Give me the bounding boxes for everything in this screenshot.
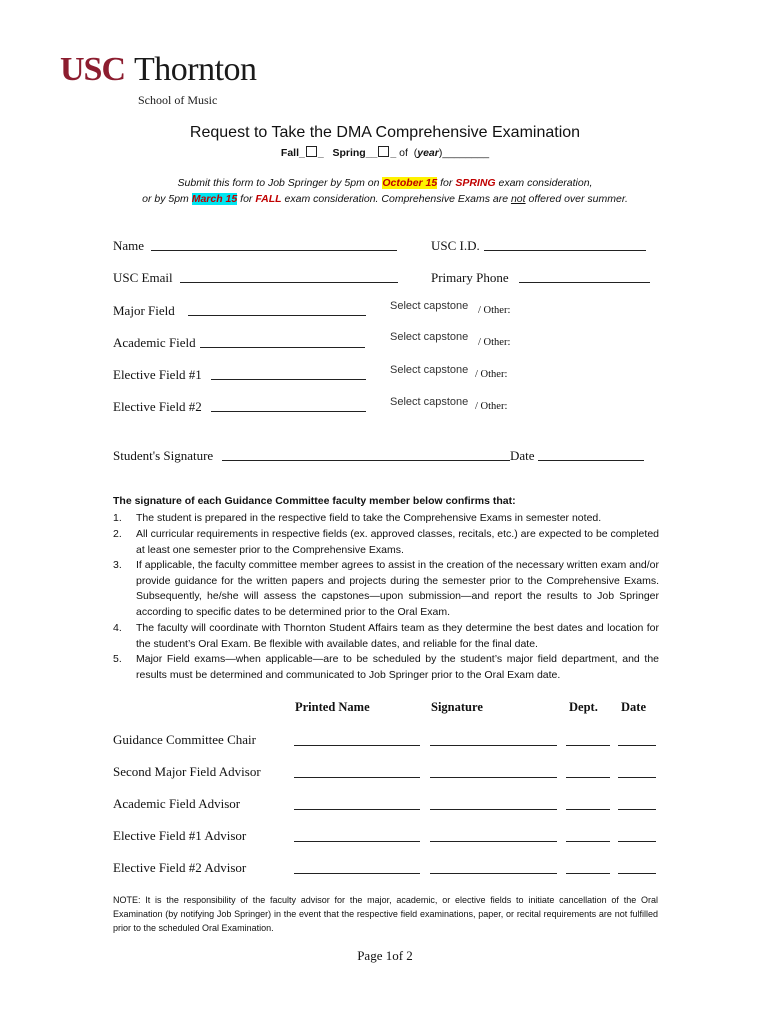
date-label: Date bbox=[510, 448, 535, 463]
spring-label: Spring bbox=[332, 147, 366, 159]
committee-role: Second Major Field Advisor bbox=[113, 764, 261, 779]
name-label: Name bbox=[113, 238, 145, 253]
dept-header: Dept. bbox=[569, 700, 598, 714]
list-item: 4. The faculty will coordinate with Thornton Student Affairs team as they determine the best dates and location for the student’s Oral Exam. Be flexible with available dates, and reliable for the final date. bbox=[113, 622, 659, 650]
committee-role: Elective Field #2 Advisor bbox=[113, 860, 247, 875]
academic-field-input[interactable] bbox=[200, 347, 365, 348]
usc-email-field[interactable] bbox=[180, 282, 398, 283]
student-signature-field[interactable] bbox=[222, 460, 510, 461]
signature-field[interactable] bbox=[430, 745, 557, 746]
signature-field[interactable] bbox=[430, 841, 557, 842]
page-number: Page 1of 2 bbox=[357, 948, 413, 963]
elective-1-other-label: / Other: bbox=[475, 369, 508, 380]
march-deadline: March 15 bbox=[191, 193, 238, 205]
elective-1-capstone-select[interactable]: Select capstone bbox=[390, 364, 469, 376]
printed-name-field[interactable] bbox=[294, 809, 420, 810]
fall-label: Fall bbox=[280, 147, 299, 159]
dept-field[interactable] bbox=[566, 777, 610, 778]
list-item: 2. All curricular requirements in respective fields (ex. approved classes, recitals, etc.) are expected to be completed at least one semester prior to the Comprehensive Exams. bbox=[113, 528, 659, 556]
school-of-music-label: School of Music bbox=[138, 93, 218, 107]
dept-field[interactable] bbox=[566, 841, 610, 842]
confirmation-heading: The signature of each Guidance Committee faculty member below confirms that: bbox=[113, 495, 516, 507]
signature-field[interactable] bbox=[430, 809, 557, 810]
printed-name-field[interactable] bbox=[294, 841, 420, 842]
list-item: 3. If applicable, the faculty committee member agrees to assist in the creation of the necessary written exam and/or provide guidance for the written papers and projects during the semester prior to the Comprehensive Exams. Subsequently, he/she will assess the capstones—upon submission—and report the results to Job Springer according to specific dates to be determined prior to the Oral Exam. bbox=[113, 559, 659, 618]
year-label: year bbox=[417, 147, 439, 159]
printed-name-field[interactable] bbox=[294, 745, 420, 746]
signature-field[interactable] bbox=[430, 873, 557, 874]
academic-other-label: / Other: bbox=[478, 337, 511, 348]
elective-2-other-label: / Other: bbox=[475, 401, 508, 412]
student-signature-label: Student's Signature bbox=[113, 448, 214, 463]
printed-name-header: Printed Name bbox=[295, 700, 370, 714]
printed-name-field[interactable] bbox=[294, 873, 420, 874]
signature-header: Signature bbox=[431, 700, 483, 714]
signature-field[interactable] bbox=[430, 777, 557, 778]
usc-email-label: USC Email bbox=[113, 270, 173, 285]
date-header: Date bbox=[621, 700, 646, 714]
list-item: 1. The student is prepared in the respective field to take the Comprehensive Exams in semester noted. bbox=[113, 512, 602, 524]
major-other-label: / Other: bbox=[478, 305, 511, 316]
spring-term-label: SPRING bbox=[455, 177, 496, 189]
elective-2-label: Elective Field #2 bbox=[113, 399, 202, 414]
form-title: Request to Take the DMA Comprehensive Examination bbox=[189, 124, 581, 141]
date-field[interactable] bbox=[618, 841, 656, 842]
major-field-label: Major Field bbox=[113, 303, 175, 318]
instructions-line-1: Submit this form to Job Springer by 5pm on October 15 for SPRING exam consideration, bbox=[177, 177, 593, 189]
fall-term-label: FALL bbox=[255, 193, 282, 205]
october-deadline: October 15 bbox=[382, 177, 438, 189]
date-field[interactable] bbox=[538, 460, 644, 461]
academic-capstone-select[interactable]: Select capstone bbox=[390, 331, 469, 343]
date-field[interactable] bbox=[618, 809, 656, 810]
cancellation-note: NOTE: It is the responsibility of the faculty advisor for the major, academic, or elective fields to initiate cancellation of the Oral Examination (by notifying Job Springer) in the event that the respective field examinations, paper, or recital requirements are not fulfilled prior to the scheduled Oral Examination. bbox=[113, 895, 658, 933]
dept-field[interactable] bbox=[566, 809, 610, 810]
year-field[interactable]: ________ bbox=[442, 147, 490, 159]
name-field[interactable] bbox=[151, 250, 397, 251]
elective-1-label: Elective Field #1 bbox=[113, 367, 202, 382]
spring-checkbox[interactable] bbox=[378, 146, 389, 157]
dept-field[interactable] bbox=[566, 873, 610, 874]
date-field[interactable] bbox=[618, 873, 656, 874]
date-field[interactable] bbox=[618, 777, 656, 778]
dept-field[interactable] bbox=[566, 745, 610, 746]
fall-checkbox[interactable] bbox=[306, 146, 317, 157]
usc-id-field[interactable] bbox=[484, 250, 646, 251]
committee-role: Academic Field Advisor bbox=[113, 796, 241, 811]
list-item: 5. Major Field exams—when applicable—are to be scheduled by the student’s major field department, and the results must be determined and communicated to Job Springer prior to the Oral Exam date. bbox=[113, 653, 659, 681]
instructions-line-2: or by 5pm March 15 for FALL exam consideration. Comprehensive Exams are not offered over summer. bbox=[142, 193, 628, 205]
term-selection: Fall_ _ Spring__ _ of (year)________ bbox=[280, 147, 490, 159]
usc-logo: USC bbox=[60, 51, 126, 88]
committee-role: Elective Field #1 Advisor bbox=[113, 828, 247, 843]
major-capstone-select[interactable]: Select capstone bbox=[390, 300, 469, 312]
elective-1-input[interactable] bbox=[211, 379, 366, 380]
of-label: of bbox=[399, 147, 408, 159]
date-field[interactable] bbox=[618, 745, 656, 746]
major-field-input[interactable] bbox=[188, 315, 366, 316]
primary-phone-label: Primary Phone bbox=[431, 270, 509, 285]
elective-2-capstone-select[interactable]: Select capstone bbox=[390, 396, 469, 408]
thornton-logo: Thornton bbox=[134, 51, 257, 88]
printed-name-field[interactable] bbox=[294, 777, 420, 778]
usc-id-label: USC I.D. bbox=[431, 238, 480, 253]
academic-field-label: Academic Field bbox=[113, 335, 196, 350]
primary-phone-field[interactable] bbox=[519, 282, 650, 283]
elective-2-input[interactable] bbox=[211, 411, 366, 412]
committee-role: Guidance Committee Chair bbox=[113, 732, 256, 747]
